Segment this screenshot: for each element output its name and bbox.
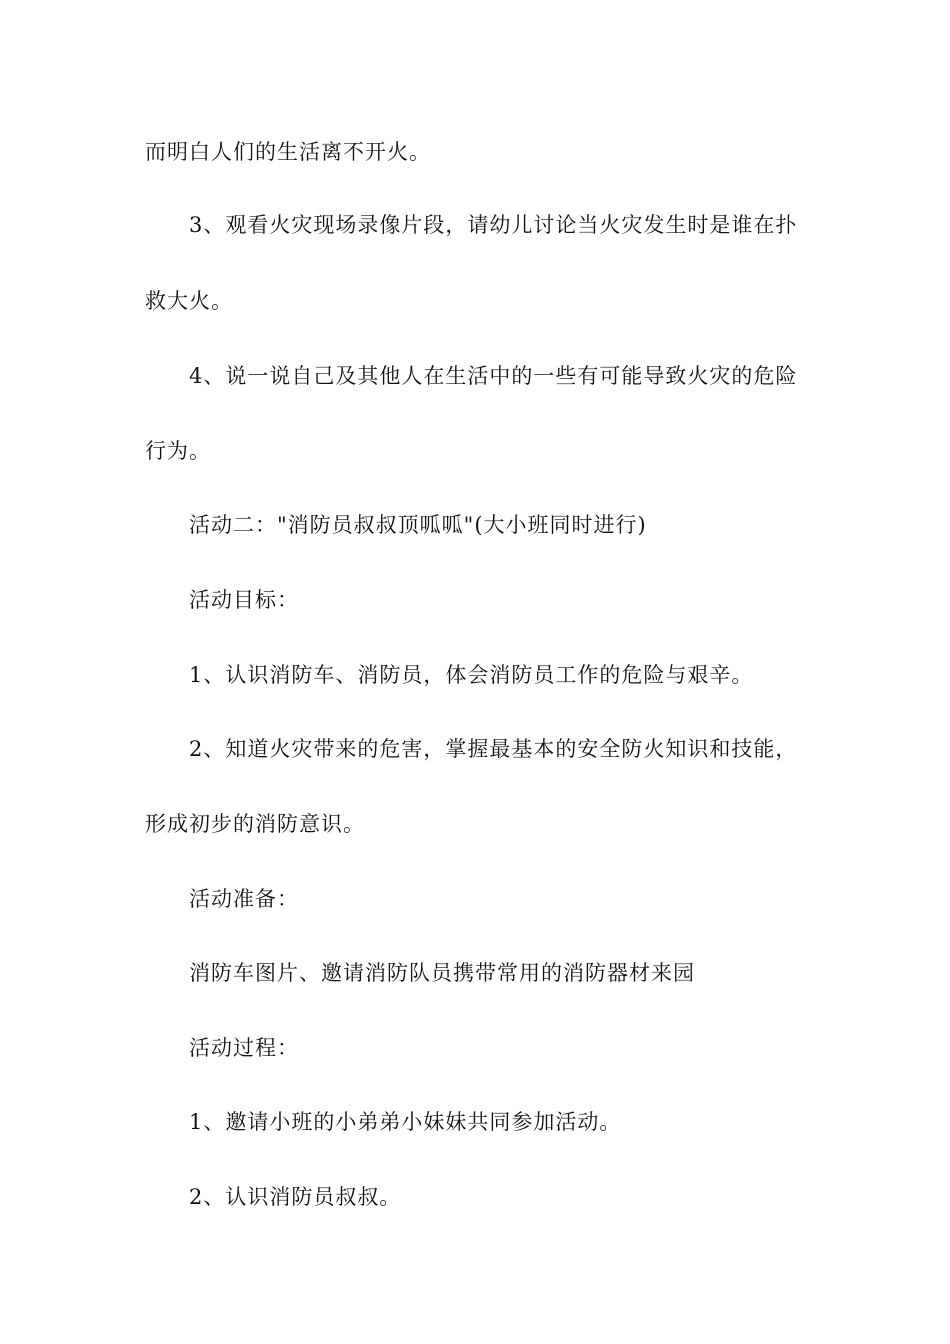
subsection-heading: 活动准备： [189, 887, 299, 911]
paragraph-line: 形成初步的消防意识。 [145, 812, 365, 836]
paragraph-line: 2、知道火灾带来的危害，掌握最基本的安全防火知识和技能， [189, 737, 798, 761]
paragraph-line: 1、认识消防车、消防员，体会消防员工作的危险与艰辛。 [189, 663, 754, 687]
paragraph-line: 而明白人们的生活离不开火。 [145, 140, 431, 164]
paragraph-line: 3、观看火灾现场录像片段，请幼儿讨论当火灾发生时是谁在扑 [189, 213, 798, 237]
paragraph-line: 行为。 [145, 439, 211, 463]
subsection-heading: 活动过程： [189, 1036, 299, 1060]
paragraph-line: 1、邀请小班的小弟弟小妹妹共同参加活动。 [189, 1110, 622, 1134]
paragraph-line: 消防车图片、邀请消防队员携带常用的消防器材来园 [189, 961, 695, 985]
paragraph-line: 4、说一说自己及其他人在生活中的一些有可能导致火灾的危险 [189, 364, 798, 388]
subsection-heading: 活动目标： [189, 588, 299, 612]
paragraph-line: 2、认识消防员叔叔。 [189, 1185, 402, 1209]
section-heading: 活动二："消防员叔叔顶呱呱"(大小班同时进行) [189, 513, 647, 537]
paragraph-line: 救大火。 [145, 289, 233, 313]
